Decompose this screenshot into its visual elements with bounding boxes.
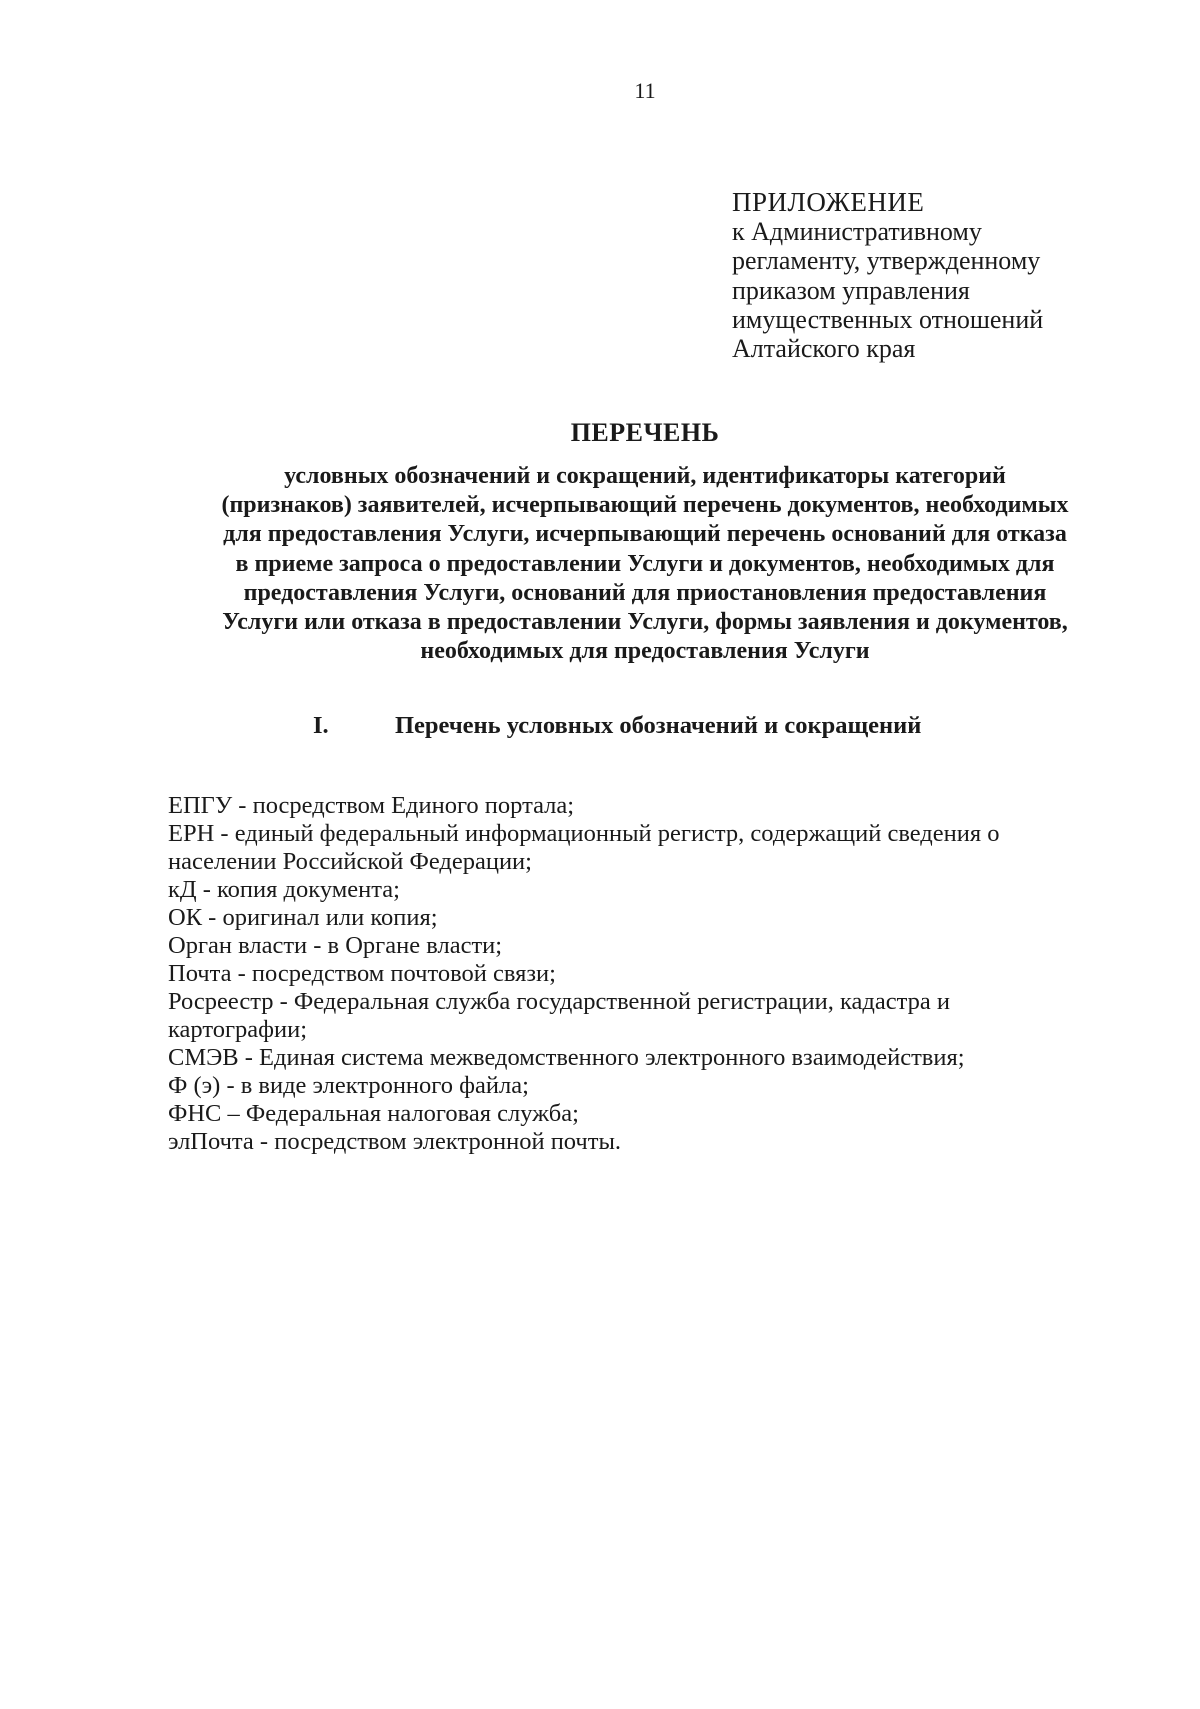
list-item: картографии; (168, 1016, 308, 1043)
list-item: элПочта - посредством электронной почты. (168, 1128, 622, 1155)
subtitle-line: для предоставления Услуги, исчерпывающий перечень оснований для отказа (223, 521, 1067, 548)
list-item: Росреестр - Федеральная служба государственной регистрации, кадастра и (168, 988, 950, 1015)
document-subtitle (160, 462, 1130, 666)
appendix-line: регламенту, утвержденному (732, 246, 1041, 276)
list-item: ОК - оригинал или копия; (168, 904, 438, 931)
appendix-title: ПРИЛОЖЕНИЕ (732, 187, 925, 217)
appendix-block (732, 188, 1172, 363)
list-item: населении Российской Федерации; (168, 848, 532, 875)
appendix-line: к Административному (732, 217, 982, 247)
list-item: Почта - посредством почтовой связи; (168, 960, 556, 987)
list-item: Ф (э) - в виде электронного файла; (168, 1072, 529, 1099)
section-title: Перечень условных обозначений и сокращений (395, 712, 922, 739)
page-number: 11 (634, 78, 656, 103)
appendix-line: приказом управления (732, 275, 970, 305)
abbreviation-list (168, 792, 1068, 1156)
subtitle-line: (признаков) заявителей, исчерпывающий перечень документов, необходимых (221, 492, 1069, 519)
subtitle-line: Услуги или отказа в предоставлении Услуги, формы заявления и документов, (222, 609, 1068, 636)
appendix-line: имущественных отношений (732, 304, 1044, 334)
list-title: ПЕРЕЧЕНЬ (570, 418, 720, 447)
list-item: ФНС – Федеральная налоговая служба; (168, 1100, 579, 1127)
list-item: ЕПГУ - посредством Единого портала; (168, 792, 575, 819)
list-item: ЕРН - единый федеральный информационный регистр, содержащий сведения о (168, 820, 1000, 847)
subtitle-line: необходимых для предоставления Услуги (420, 638, 870, 665)
subtitle-line: условных обозначений и сокращений, идентификаторы категорий (284, 463, 1006, 489)
list-item: кД - копия документа; (168, 876, 400, 903)
subtitle-line: в приеме запроса о предоставлении Услуги и документов, необходимых для (235, 550, 1055, 577)
subtitle-line: предоставления Услуги, оснований для приостановления предоставления (243, 579, 1047, 606)
list-item: СМЭВ - Единая система межведомственного электронного взаимодействия; (168, 1044, 965, 1071)
list-item: Орган власти - в Органе власти; (168, 932, 503, 959)
section-number: I. (313, 712, 329, 739)
appendix-line: Алтайского края (732, 334, 916, 364)
